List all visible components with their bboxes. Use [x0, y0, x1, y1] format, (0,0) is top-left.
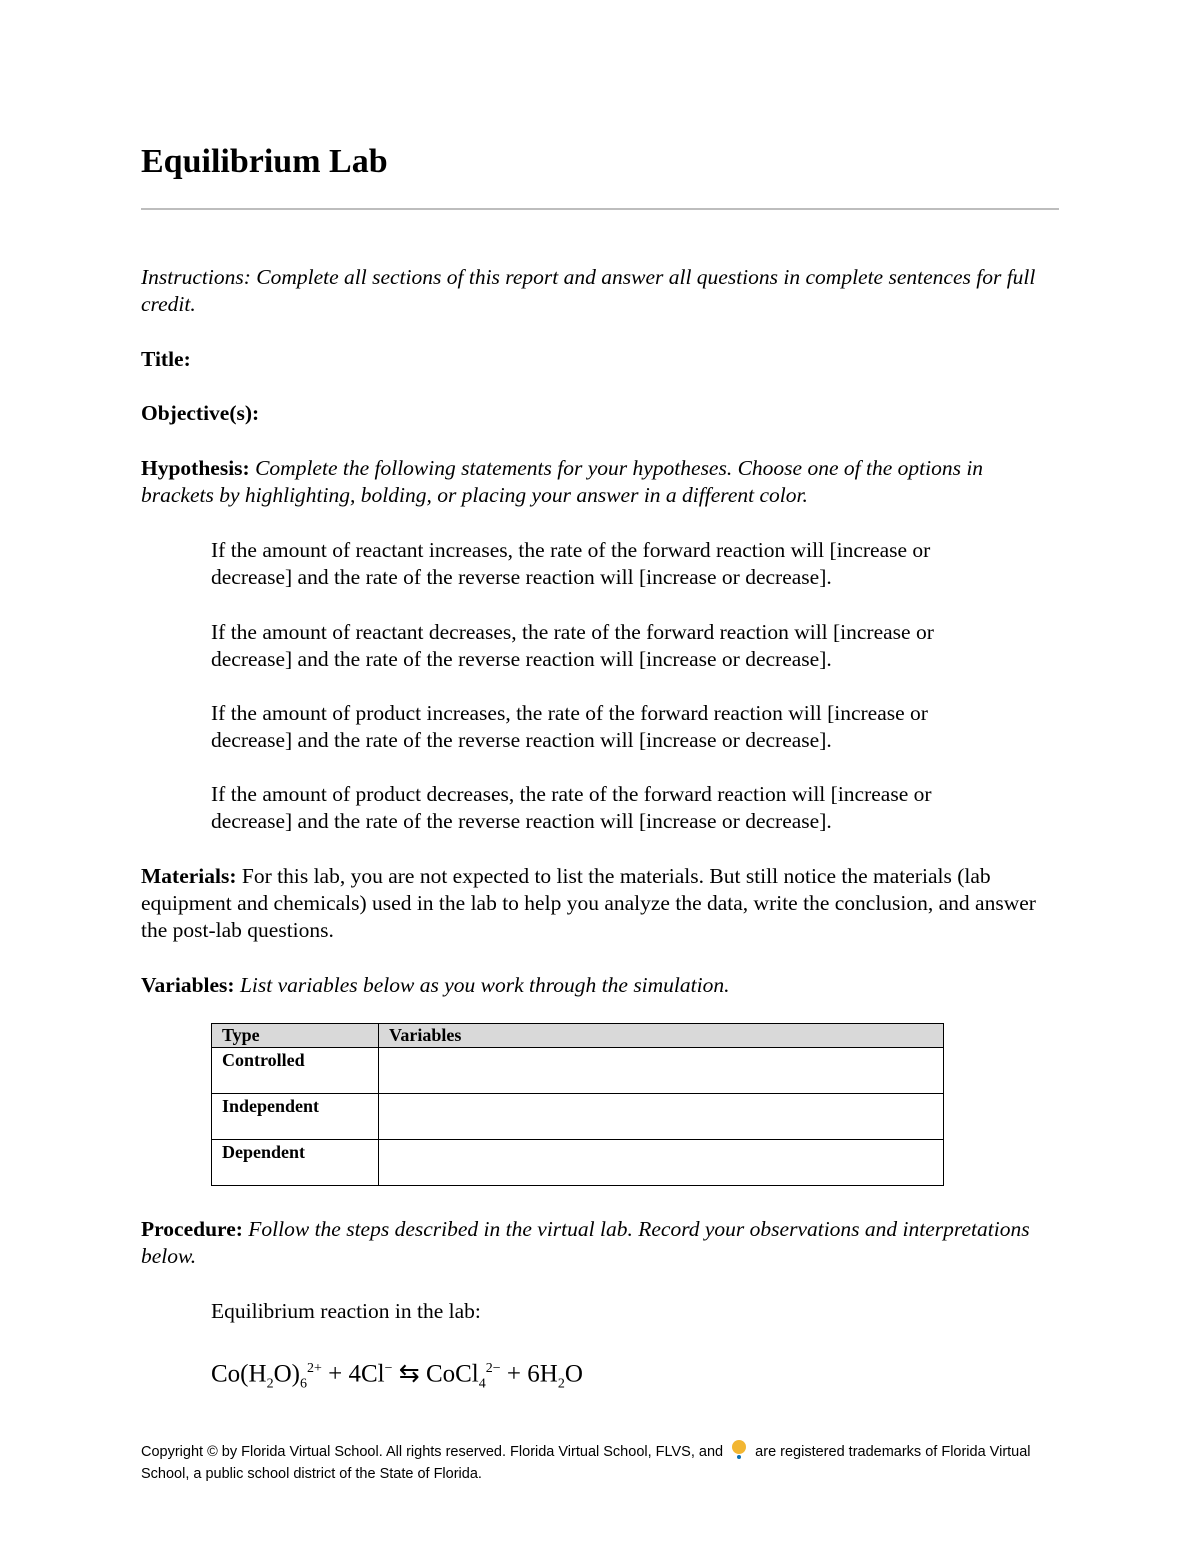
eq-sub: 4 [478, 1376, 486, 1392]
eq-part: CoCl [425, 1360, 479, 1388]
hypothesis-statement-1: If the amount of reactant increases, the rate of the forward reaction will [increase or decrease] and the rate of the reverse reaction will [increase or decrease]. [211, 538, 931, 589]
objective-label: Objective(s): [141, 401, 260, 425]
variable-type-controlled: Controlled [212, 1048, 379, 1094]
procedure-text: Follow the steps described in the virtual lab. Record your observations and interpretations below. [141, 1217, 1030, 1268]
eq-part: O [564, 1360, 583, 1388]
variable-value-dependent[interactable] [379, 1140, 944, 1186]
variables-label: Variables: [141, 973, 235, 997]
materials-section [141, 863, 1059, 944]
eq-part: + 6H [500, 1360, 558, 1388]
table-header-type: Type [212, 1024, 379, 1048]
variables-table [211, 1023, 944, 1186]
reaction-label: Equilibrium reaction in the lab: [211, 1299, 481, 1323]
instructions: Instructions: Complete all sections of this report and answer all questions in complete sentences for full credit. [141, 265, 1036, 316]
variable-value-controlled[interactable] [379, 1048, 944, 1094]
eq-sub: 6 [299, 1376, 307, 1392]
eq-part: + 4Cl [321, 1360, 385, 1388]
hypothesis-label: Hypothesis: [141, 456, 250, 480]
table-row [212, 1048, 944, 1094]
footer-text-1: Copyright © by Florida Virtual School. All rights reserved. Florida Virtual School, FLVS, and [141, 1444, 724, 1460]
footer-text-2: are registered trademarks of Florida Virtual School, a public school district of the State of Florida. [141, 1444, 1031, 1482]
hypothesis-statement-4: If the amount of product decreases, the rate of the forward reaction will [increase or decrease] and the rate of the reverse reaction will [increase or decrease]. [211, 782, 932, 833]
materials-text: For this lab, you are not expected to list the materials. But still notice the materials (lab equipment and chemicals) used in the lab to help you analyze the data, write the conclusion, and answer the post-lab questions. [141, 864, 1036, 942]
page-title: Equilibrium Lab [141, 143, 388, 180]
equilibrium-equation [211, 1352, 583, 1401]
eq-sup: − [384, 1361, 393, 1376]
copyright-footer [141, 1440, 1059, 1485]
table-row [212, 1140, 944, 1186]
document-page [141, 0, 1059, 1553]
hypothesis-section [141, 455, 1059, 509]
variable-type-dependent: Dependent [212, 1140, 379, 1186]
eq-sub: 2 [557, 1376, 565, 1392]
procedure-label: Procedure: [141, 1217, 243, 1241]
procedure-section [141, 1216, 1059, 1270]
table-row [212, 1094, 944, 1140]
title-divider [141, 208, 1059, 210]
table-header-row [212, 1024, 944, 1048]
hypothesis-text: Complete the following statements for your hypotheses. Choose one of the options in brackets by highlighting, bolding, or placing your answer in a different color. [141, 456, 984, 507]
eq-sup: 2− [485, 1361, 501, 1376]
flvs-logo-icon [730, 1440, 748, 1460]
materials-label: Materials: [141, 864, 237, 888]
variable-type-independent: Independent [212, 1094, 379, 1140]
variables-text: List variables below as you work through the simulation. [239, 973, 730, 997]
hypothesis-statement-2: If the amount of reactant decreases, the rate of the forward reaction will [increase or decrease] and the rate of the reverse reaction will [increase or decrease]. [211, 620, 934, 671]
hypothesis-statement-3: If the amount of product increases, the rate of the forward reaction will [increase or decrease] and the rate of the reverse reaction will [increase or decrease]. [211, 701, 928, 752]
eq-sup: 2+ [306, 1361, 322, 1376]
title-label: Title: [141, 347, 191, 371]
variable-value-independent[interactable] [379, 1094, 944, 1140]
eq-sub: 2 [266, 1376, 274, 1392]
eq-part: O) [273, 1360, 300, 1388]
variables-section [141, 972, 1059, 999]
equilibrium-arrow: ⇆ [392, 1360, 426, 1388]
table-header-variables: Variables [379, 1024, 944, 1048]
eq-part: Co(H [211, 1360, 267, 1388]
